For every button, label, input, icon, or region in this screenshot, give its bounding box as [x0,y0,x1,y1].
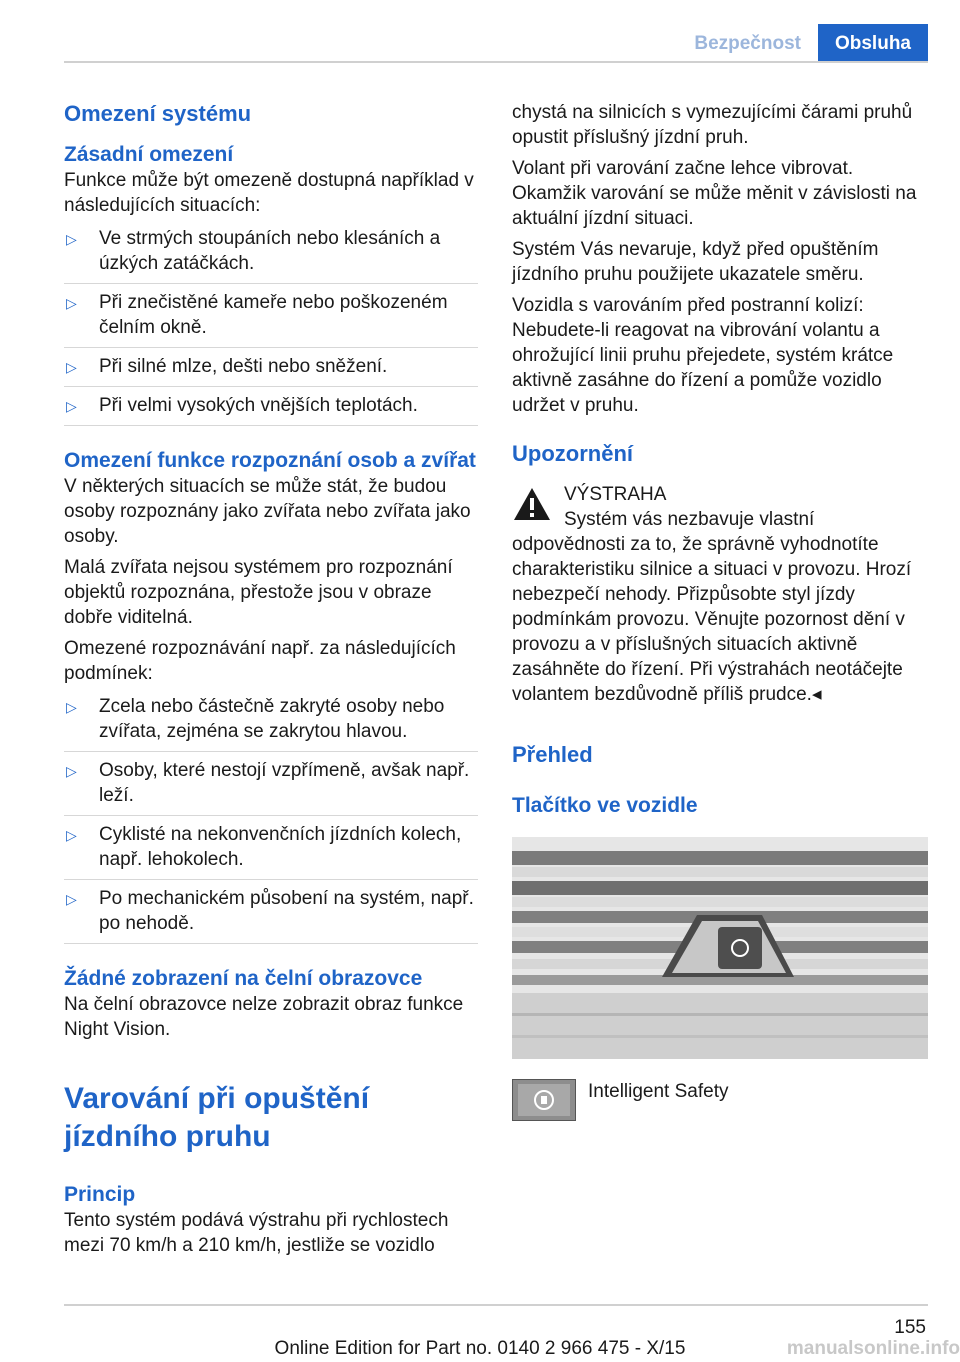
subsection-title-no-hud: Žádné zobrazení na čelní obrazovce [64,967,423,990]
right-column [512,100,930,1121]
paragraph: V některých situacích se může stát, že budou osoby rozpoznány jako zvířata nebo zvířata jako osoby. [64,476,471,547]
list-item: ▷ Při znečistěné kameře nebo poškozeném čelním okně. [64,284,478,348]
list-item: ▷ Osoby, které nestojí vzpřímeně, avšak např. leží. [64,752,478,816]
subsection-title-button: Tlačítko ve vozidle [512,794,698,817]
paragraph: Funkce může být omezeně dostupná například v následujících situacích: [64,170,474,216]
triangle-bullet-icon: ▷ [66,398,77,414]
button-caption-row [512,1079,930,1121]
list-item: ▷ Při silné mlze, dešti nebo sněžení. [64,348,478,387]
bullet-list [64,688,478,944]
edition-text: Online Edition for Part no. 0140 2 966 475 - X/15 [274,1338,686,1359]
paragraph: Volant při varování začne lehce vibrovat. Okamžik varování se může měnit v závislosti na aktuální jízdní situaci. [512,158,917,229]
warning-block [512,482,930,507]
paragraph: Tento systém podává výstrahu při rychlostech mezi 70 km/h a 210 km/h, jestliže se vozidlo [64,1210,449,1256]
section-title-notes: Upozornění [512,441,633,466]
header-divider [64,61,928,63]
tab-operation[interactable]: Obsluha [818,24,928,62]
triangle-bullet-icon: ▷ [66,231,77,247]
triangle-bullet-icon: ▷ [66,891,77,907]
paragraph: Vozidla s varováním před postranní kolizí: Nebudete-li reagovat na vibrování volantu a ohrožující linii pruhu přejedete, systém krátce aktivně zasáhne do řízení a pomůže vozidlo udržet v pruhu. [512,295,894,416]
list-item: ▷ Při velmi vysokých vnějších teplotách. [64,387,478,426]
paragraph: Omezené rozpoznávání např. za následujících podmínek: [64,638,456,684]
warning-label: VÝSTRAHA [564,484,667,505]
subsection-title-principle: Princip [64,1183,136,1206]
header-tabs [677,24,928,62]
left-column [64,100,478,1264]
paragraph: Malá zvířata nejsou systémem pro rozpoznání objektů rozpoznána, přestože jsou v obraze dobře viditelná. [64,557,453,628]
section-title-lane-departure: Varování při opuštění jízdního pruhu [64,1082,370,1153]
triangle-bullet-icon: ▷ [66,827,77,843]
subsection-title-basic-limits: Zásadní omezení [64,143,234,166]
list-item: ▷ Po mechanickém působení na systém, např. po nehodě. [64,880,478,944]
dashboard-button-photo [512,837,928,1059]
list-item: ▷ Cyklisté na nekonvenčních jízdních kolech, např. lehokolech. [64,816,478,880]
paragraph: chystá na silnicích s vymezujícími čárami pruhů opustit příslušný jízdní pruh. [512,102,913,148]
paragraph: Systém Vás nevaruje, když před opuštěním jízdního pruhu použijete ukazatele směru. [512,239,879,285]
triangle-bullet-icon: ▷ [66,763,77,779]
bullet-list [64,220,478,426]
warning-text [512,507,930,707]
triangle-bullet-icon: ▷ [66,295,77,311]
triangle-bullet-icon: ▷ [66,359,77,375]
intelligent-safety-button-icon [512,1079,576,1121]
warning-triangle-icon [512,486,552,522]
paragraph: Na čelní obrazovce nelze zobrazit obraz funkce Night Vision. [64,994,464,1040]
triangle-bullet-icon: ▷ [66,699,77,715]
list-item: ▷ Ve strmých stoupáních nebo klesáních a úzkých zatáčkách. [64,220,478,284]
section-title-system-limits: Omezení systému [64,101,252,126]
warning-body: Systém vás nezbavuje vlastní odpovědnosti za to, že správně vyhodnotíte charakteristiku silnice a situaci v provozu. Hrozí nebezpečí nehody. Přizpůsobte styl jízdy podmínkám provozu. Věnujte pozornost dění v provozu a v příslušných situacích aktivně zasáhněte do řízení. Při výstrahách neotáčejte volantem bezdůvodně příliš prudce.◂ [512,509,912,705]
section-title-overview: Přehled [512,742,593,767]
watermark: manualsonline.info [786,1338,960,1359]
tab-safety[interactable]: Bezpečnost [677,24,818,62]
list-item: ▷ Zcela nebo částečně zakryté osoby nebo zvířata, zejména se zakrytou hlavou. [64,688,478,752]
subsection-title-recognition-limits: Omezení funkce rozpoznání osob a zvířat [64,449,476,472]
footer-divider [64,1304,928,1306]
page-number: 155 [894,1317,926,1338]
button-caption: Intelligent Safety [588,1081,729,1102]
